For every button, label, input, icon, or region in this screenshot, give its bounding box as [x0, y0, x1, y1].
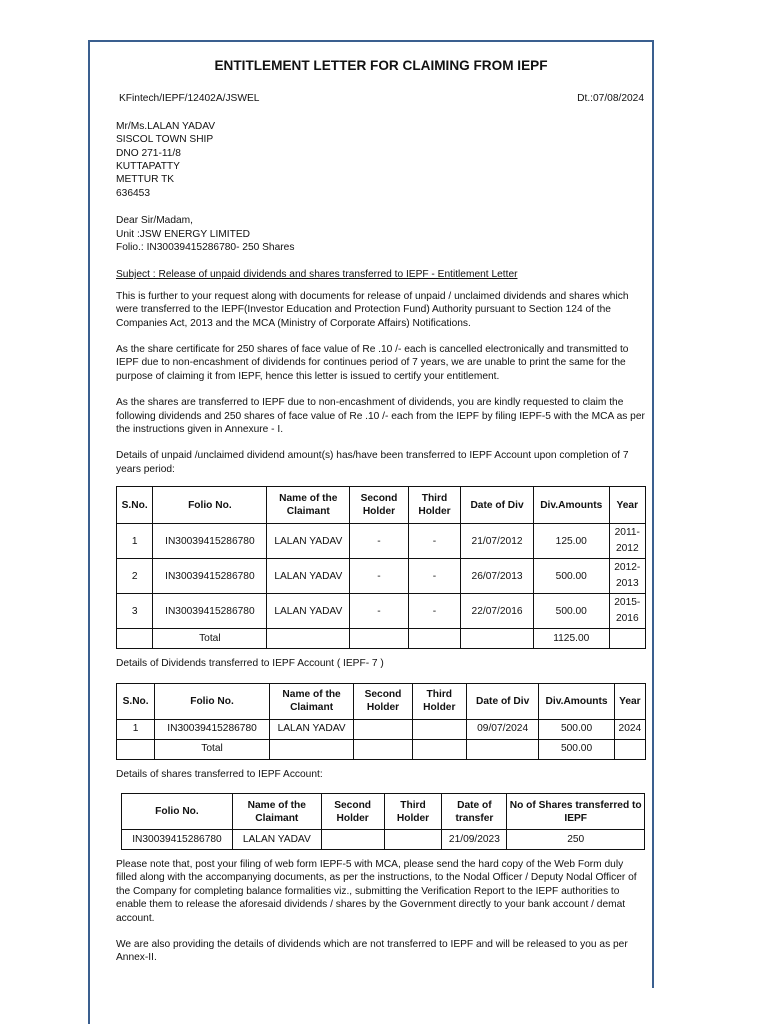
amount-cell: 500.00 [539, 719, 614, 739]
amount-cell: 500.00 [533, 559, 609, 594]
letter-title: ENTITLEMENT LETTER FOR CLAIMING FROM IEPF [214, 58, 548, 73]
year-cell: 2011- 2012 [609, 524, 645, 559]
unpaid-dividend-table [116, 486, 646, 649]
address-line: KUTTAPATTY [116, 160, 180, 172]
table-row [117, 559, 646, 594]
amount-cell: 500.00 [533, 594, 609, 629]
subject-line: Subject : Release of unpaid dividends and shares transferred to IEPF - Entitlement Letter [116, 269, 518, 281]
total-row [117, 629, 646, 649]
table-row [117, 594, 646, 629]
column-header: Div.Amounts [539, 683, 614, 719]
section-heading: Details of Dividends transferred to IEPF Account ( IEPF- 7 ) [116, 658, 384, 670]
salutation: Dear Sir/Madam, [116, 215, 193, 227]
address-line: METTUR TK [116, 174, 175, 186]
column-header: Third Holder [412, 683, 466, 719]
column-header: Date of transfer [442, 794, 507, 830]
column-header: Date of Div [461, 487, 534, 524]
unit-line: Unit :JSW ENERGY LIMITED [116, 228, 250, 240]
div-date-cell: 21/07/2012 [461, 524, 534, 559]
table-header-row [122, 794, 645, 830]
reference-number: KFintech/IEPF/12402A/JSWEL [119, 93, 260, 105]
column-header: Second Holder [321, 794, 384, 830]
column-header: Folio No. [155, 683, 270, 719]
column-header: Name of the Claimant [232, 794, 321, 830]
column-header: Third Holder [408, 487, 460, 524]
third-holder-cell: - [408, 594, 460, 629]
page-border-top [88, 40, 654, 42]
paragraph: This is further to your request along with documents for release of unpaid / unclaimed dividends and shares which were transferred to the IEPF(Investor Education and Protection Fund) Authority pursuant to Section 124 of the Companies Act, 2013 and the MCA (Ministry of Corporate Affairs) Notifications. [116, 290, 629, 329]
claimant-cell: LALAN YADAV [232, 830, 321, 850]
table-row [117, 524, 646, 559]
total-label: Total [155, 739, 270, 759]
column-header: Div.Amounts [533, 487, 609, 524]
reference-line [116, 92, 646, 105]
serial-cell: 2 [117, 559, 153, 594]
third-holder-cell: - [408, 524, 460, 559]
third-holder-cell: - [408, 559, 460, 594]
third-holder-cell [384, 830, 442, 850]
column-header: Third Holder [384, 794, 442, 830]
page-border-left [88, 40, 90, 1024]
address-line: SISCOL TOWN SHIP [116, 134, 214, 146]
table-header-row [117, 683, 646, 719]
total-row [117, 739, 646, 759]
table-row [117, 719, 646, 739]
folio-line: Folio.: IN30039415286780- 250 Shares [116, 241, 295, 253]
salutation-block [116, 214, 646, 254]
column-header: Folio No. [153, 487, 267, 524]
address-line: 636453 [116, 187, 150, 199]
second-holder-cell [354, 719, 412, 739]
column-header: S.No. [117, 487, 153, 524]
address-line: DNO 271-11/8 [116, 147, 181, 159]
third-holder-cell [412, 719, 466, 739]
paragraph: As the shares are transferred to IEPF due to non-encashment of dividends, you are kindly requested to claim the following dividends and 250 shares of face value of Re .10 /- each from the IEPF by filing IEPF-5 with the MCA as per the instructions given in Annexure - I. [116, 397, 645, 435]
paragraph: Details of unpaid /unclaimed dividend amount(s) has/have been transferred to IEPF Account upon completion of 7 years period: [116, 450, 629, 475]
year-cell: 2012- 2013 [609, 559, 645, 594]
div-date-cell: 22/07/2016 [461, 594, 534, 629]
column-header: Date of Div [466, 683, 538, 719]
folio-cell: IN30039415286780 [122, 830, 233, 850]
column-header: Year [609, 487, 645, 524]
letter-date: Dt.:07/08/2024 [577, 93, 644, 105]
serial-cell: 1 [117, 719, 155, 739]
year-cell: 2024 [614, 719, 645, 739]
serial-cell: 1 [117, 524, 153, 559]
recipient-address [116, 120, 646, 200]
folio-cell: IN30039415286780 [153, 594, 267, 629]
table-row [122, 830, 645, 850]
column-header: No of Shares transferred to IEPF [507, 794, 645, 830]
transfer-date-cell: 21/09/2023 [442, 830, 507, 850]
claimant-cell: LALAN YADAV [267, 594, 350, 629]
second-holder-cell [321, 830, 384, 850]
shares-transfer-table [121, 793, 645, 850]
closing-paragraph: We are also providing the details of dividends which are not transferred to IEPF and will be released to you as per Annex-II. [116, 939, 628, 964]
claimant-cell: LALAN YADAV [267, 559, 350, 594]
amount-cell: 125.00 [533, 524, 609, 559]
second-holder-cell: - [350, 559, 409, 594]
second-holder-cell: - [350, 594, 409, 629]
column-header: Name of the Claimant [267, 487, 350, 524]
folio-cell: IN30039415286780 [153, 559, 267, 594]
page-border-right [652, 40, 654, 988]
column-header: S.No. [117, 683, 155, 719]
iepf7-dividend-table [116, 683, 646, 760]
second-holder-cell: - [350, 524, 409, 559]
claimant-cell: LALAN YADAV [267, 524, 350, 559]
table-header-row [117, 487, 646, 524]
column-header: Year [614, 683, 645, 719]
shares-cell: 250 [507, 830, 645, 850]
letter-page [116, 56, 646, 978]
serial-cell: 3 [117, 594, 153, 629]
paragraph: As the share certificate for 250 shares of face value of Re .10 /- each is cancelled electronically and transmitted to IEPF due to non-encashment of dividends for continues period of 7 years, we are unable to print the same for the purpose of claiming it from IEPF, hence this letter is issued to certify your entitlement. [116, 343, 629, 382]
column-header: Second Holder [350, 487, 409, 524]
folio-cell: IN30039415286780 [153, 524, 267, 559]
closing-paragraph: Please note that, post your filing of web form IEPF-5 with MCA, please send the hard copy of the Web Form duly filled along with the accompanying documents, as per the instructions, to the Nodal Officer / Deputy Nodal Officer of the Company for completing balance formalities viz., submitting the Verification Report to the IEPF authorities to enable them to release the aforesaid dividends / shares by the Government directly to your bank account / demat account. [116, 859, 637, 924]
column-header: Name of the Claimant [269, 683, 353, 719]
column-header: Folio No. [122, 794, 233, 830]
column-header: Second Holder [354, 683, 412, 719]
div-date-cell: 09/07/2024 [466, 719, 538, 739]
year-cell: 2015- 2016 [609, 594, 645, 629]
section-heading: Details of shares transferred to IEPF Account: [116, 768, 323, 780]
div-date-cell: 26/07/2013 [461, 559, 534, 594]
claimant-cell: LALAN YADAV [269, 719, 353, 739]
total-label: Total [153, 629, 267, 649]
total-amount: 500.00 [539, 739, 614, 759]
total-amount: 1125.00 [533, 629, 609, 649]
folio-cell: IN30039415286780 [155, 719, 270, 739]
address-line: Mr/Ms.LALAN YADAV [116, 120, 216, 132]
